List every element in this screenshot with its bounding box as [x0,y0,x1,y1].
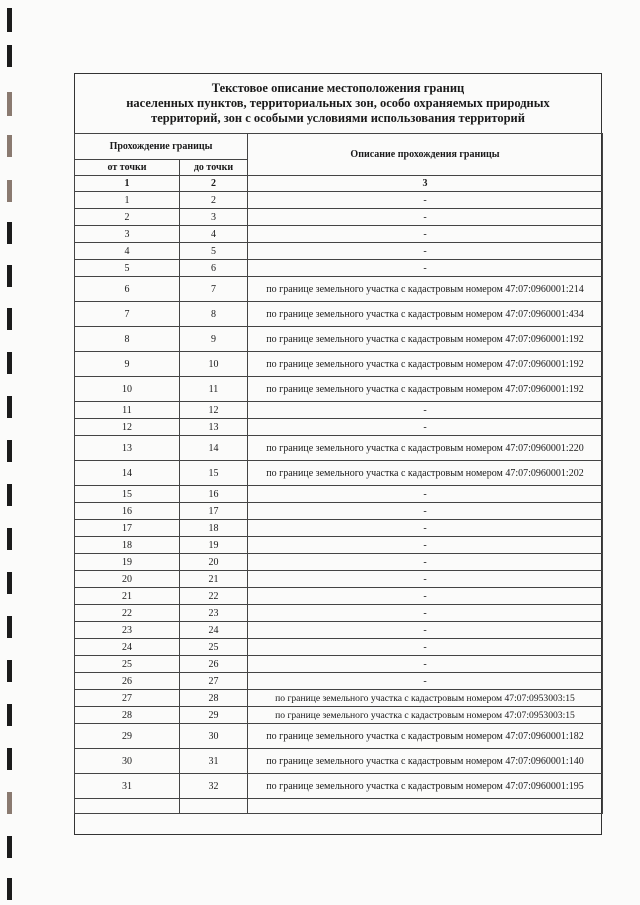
empty-cell [180,799,248,814]
cell-description: по границе земельного участка с кадастровым номером 47:07:0953003:15 [248,707,603,724]
cell-to-point: 5 [180,243,248,260]
table-row [75,639,603,656]
cell-to-point: 8 [180,302,248,327]
cell-from-point: 16 [75,503,180,520]
binder-mark [7,8,12,32]
table-row [75,260,603,277]
cell-description: - [248,605,603,622]
empty-cell [75,799,180,814]
cell-description: по границе земельного участка с кадастровым номером 47:07:0960001:192 [248,377,603,402]
table-row [75,377,603,402]
cell-from-point: 22 [75,605,180,622]
cell-to-point: 7 [180,277,248,302]
header-to-point: до точки [180,160,248,176]
cell-from-point: 15 [75,486,180,503]
cell-to-point: 13 [180,419,248,436]
table-row [75,277,603,302]
cell-from-point: 11 [75,402,180,419]
table-row [75,327,603,352]
cell-from-point: 20 [75,571,180,588]
cell-description: по границе земельного участка с кадастровым номером 47:07:0960001:195 [248,774,603,799]
cell-description: - [248,639,603,656]
table-row [75,302,603,327]
cell-from-point: 26 [75,673,180,690]
table-row [75,656,603,673]
cell-description: - [248,588,603,605]
table-row [75,588,603,605]
cell-from-point: 13 [75,436,180,461]
cell-to-point: 24 [180,622,248,639]
cell-to-point: 32 [180,774,248,799]
cell-description: - [248,226,603,243]
cell-description: по границе земельного участка с кадастровым номером 47:07:0960001:434 [248,302,603,327]
binder-mark [7,748,12,770]
table-row [75,461,603,486]
cell-to-point: 26 [180,656,248,673]
cell-to-point: 18 [180,520,248,537]
binder-mark [7,440,12,462]
cell-to-point: 14 [180,436,248,461]
header-passage: Прохождение границы [75,134,248,160]
cell-description: - [248,503,603,520]
header-description: Описание прохождения границы [248,134,603,176]
cell-description: по границе земельного участка с кадастровым номером 47:07:0960001:192 [248,352,603,377]
title-line-1: Текстовое описание местоположения границ [211,81,465,95]
cell-description: по границе земельного участка с кадастровым номером 47:07:0960001:214 [248,277,603,302]
title-line-3: территорий, зон с особыми условиями использования территорий [151,111,525,125]
cell-from-point: 7 [75,302,180,327]
binder-mark [7,308,12,330]
cell-description: - [248,656,603,673]
cell-to-point: 10 [180,352,248,377]
cell-to-point: 11 [180,377,248,402]
cell-to-point: 29 [180,707,248,724]
binder-mark [7,704,12,726]
binder-mark [7,484,12,506]
cell-from-point: 14 [75,461,180,486]
cell-description: - [248,622,603,639]
cell-description: - [248,402,603,419]
cell-from-point: 3 [75,226,180,243]
cell-from-point: 21 [75,588,180,605]
table-row [75,707,603,724]
cell-description: по границе земельного участка с кадастровым номером 47:07:0960001:220 [248,436,603,461]
table-row [75,226,603,243]
binder-mark [7,222,12,244]
cell-from-point: 6 [75,277,180,302]
cell-from-point: 4 [75,243,180,260]
cell-description: по границе земельного участка с кадастровым номером 47:07:0960001:202 [248,461,603,486]
table-row [75,402,603,419]
binder-mark [7,878,12,900]
cell-description: - [248,419,603,436]
cell-description: - [248,209,603,226]
cell-to-point: 9 [180,327,248,352]
table-row [75,724,603,749]
cell-description: - [248,673,603,690]
binder-mark [7,792,12,814]
table-row [75,419,603,436]
cell-from-point: 17 [75,520,180,537]
cell-from-point: 10 [75,377,180,402]
document-title [74,81,602,126]
table-row [75,622,603,639]
empty-cell [248,799,603,814]
table-row [75,571,603,588]
cell-to-point: 2 [180,192,248,209]
cell-from-point: 24 [75,639,180,656]
table-row [75,503,603,520]
table-row [75,192,603,209]
cell-description: по границе земельного участка с кадастровым номером 47:07:0960001:140 [248,749,603,774]
binder-mark [7,528,12,550]
binder-mark [7,265,12,287]
cell-to-point: 19 [180,537,248,554]
cell-to-point: 6 [180,260,248,277]
table-row [75,605,603,622]
binder-mark [7,92,12,116]
cell-to-point: 17 [180,503,248,520]
cell-from-point: 28 [75,707,180,724]
cell-description: по границе земельного участка с кадастровым номером 47:07:0953003:15 [248,690,603,707]
cell-to-point: 31 [180,749,248,774]
binder-mark [7,352,12,374]
cell-description: - [248,520,603,537]
cell-from-point: 12 [75,419,180,436]
table-row [75,673,603,690]
table-row [75,690,603,707]
cell-description: - [248,537,603,554]
table-row [75,554,603,571]
cell-description: - [248,192,603,209]
table-row [75,774,603,799]
cell-description: - [248,571,603,588]
table-row [75,436,603,461]
binder-mark [7,836,12,858]
cell-from-point: 31 [75,774,180,799]
cell-from-point: 9 [75,352,180,377]
cell-to-point: 27 [180,673,248,690]
binder-mark [7,660,12,682]
binder-mark [7,572,12,594]
cell-to-point: 3 [180,209,248,226]
boundary-table [74,133,603,814]
cell-to-point: 20 [180,554,248,571]
cell-to-point: 23 [180,605,248,622]
cell-to-point: 16 [180,486,248,503]
cell-to-point: 4 [180,226,248,243]
binder-mark [7,45,12,67]
header-from-point: от точки [75,160,180,176]
header-col-2: 2 [180,176,248,192]
table-row [75,243,603,260]
empty-row [75,799,603,814]
cell-to-point: 15 [180,461,248,486]
binder-mark [7,135,12,157]
cell-from-point: 19 [75,554,180,571]
header-col-1: 1 [75,176,180,192]
binder-mark [7,180,12,202]
cell-from-point: 5 [75,260,180,277]
cell-description: по границе земельного участка с кадастровым номером 47:07:0960001:192 [248,327,603,352]
header-col-3: 3 [248,176,603,192]
cell-to-point: 21 [180,571,248,588]
cell-to-point: 28 [180,690,248,707]
cell-description: - [248,243,603,260]
cell-description: - [248,554,603,571]
cell-description: - [248,260,603,277]
cell-description: по границе земельного участка с кадастровым номером 47:07:0960001:182 [248,724,603,749]
table-row [75,209,603,226]
cell-from-point: 1 [75,192,180,209]
table-row [75,486,603,503]
cell-description: - [248,486,603,503]
binder-mark [7,616,12,638]
table-body [75,192,603,814]
cell-from-point: 2 [75,209,180,226]
table-row [75,352,603,377]
cell-from-point: 29 [75,724,180,749]
table-row [75,520,603,537]
cell-from-point: 8 [75,327,180,352]
cell-from-point: 25 [75,656,180,673]
cell-to-point: 22 [180,588,248,605]
title-line-2: населенных пунктов, территориальных зон, особо охраняемых природных [126,96,550,110]
table-row [75,537,603,554]
cell-to-point: 25 [180,639,248,656]
cell-to-point: 30 [180,724,248,749]
cell-from-point: 30 [75,749,180,774]
binder-mark [7,396,12,418]
cell-from-point: 23 [75,622,180,639]
cell-to-point: 12 [180,402,248,419]
cell-from-point: 27 [75,690,180,707]
cell-from-point: 18 [75,537,180,554]
table-row [75,749,603,774]
